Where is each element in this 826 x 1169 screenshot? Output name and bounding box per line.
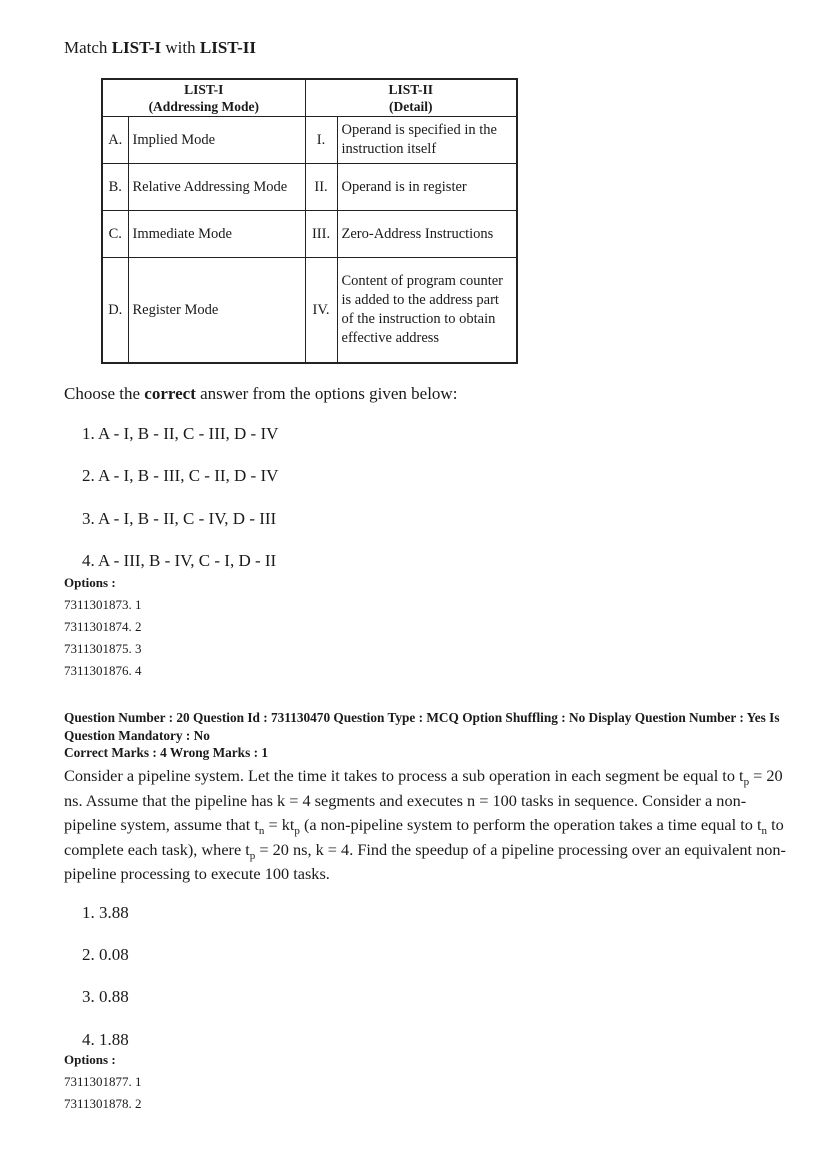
question-meta: Question Number : 20 Question Id : 731130470 Question Type : MCQ Option Shuffling : No Display Question Number : Yes Is Question Mandatory : No bbox=[64, 710, 780, 743]
question-text: Consider a pipeline system. Let the time it takes to process a sub operation in each segment be equal to $t_p = 20$ ns. Assume that the pipeline has k = 4 segments and executes n = 100 tasks in sequence. Consider a non-pipeline system, assume that $t_n = kt_p$ (a non-pipeline system to perform the operation takes a time equal to $t_n$ to complete each task), where $t_p = 20$ ns, k = 4. Find the speedup of a pipeline processing over an equivalent non-pipeline processing to execute 100 tasks. bbox=[64, 766, 786, 884]
options-label: Options : bbox=[64, 1052, 116, 1067]
row-letter: A. bbox=[102, 117, 128, 164]
match-heading: Match LIST-I with LIST-II bbox=[64, 38, 256, 57]
option-id: 7311301876. 4 bbox=[64, 663, 142, 678]
table-row bbox=[102, 164, 517, 211]
table-row bbox=[102, 211, 517, 258]
option-id: 7311301873. 1 bbox=[64, 597, 142, 612]
detail-cell: Operand is in register bbox=[337, 164, 517, 211]
row-numeral: IV. bbox=[305, 258, 337, 364]
option-id: 7311301878. 2 bbox=[64, 1096, 142, 1111]
answer-option-2[interactable]: 2. 0.08 bbox=[82, 945, 129, 964]
row-numeral: I. bbox=[305, 117, 337, 164]
detail-cell: Zero-Address Instructions bbox=[337, 211, 517, 258]
row-numeral: II. bbox=[305, 164, 337, 211]
addressing-mode-cell: Implied Mode bbox=[128, 117, 305, 164]
table-header-row bbox=[102, 79, 517, 117]
list1-label: LIST-I bbox=[111, 38, 162, 57]
detail-cell: Operand is specified in the instruction itself bbox=[337, 117, 517, 164]
row-letter: C. bbox=[102, 211, 128, 258]
list2-label: LIST-II bbox=[199, 38, 256, 57]
match-table bbox=[101, 78, 518, 364]
row-letter: B. bbox=[102, 164, 128, 211]
answer-option-4[interactable]: 4. 1.88 bbox=[82, 1030, 129, 1049]
list2-header: LIST-II (Detail) bbox=[305, 79, 517, 117]
options-label: Options : bbox=[64, 575, 116, 590]
addressing-mode-cell: Relative Addressing Mode bbox=[128, 164, 305, 211]
option-id: 7311301877. 1 bbox=[64, 1074, 142, 1089]
row-letter: D. bbox=[102, 258, 128, 364]
addressing-mode-cell: Immediate Mode bbox=[128, 211, 305, 258]
row-numeral: III. bbox=[305, 211, 337, 258]
option-id: 7311301875. 3 bbox=[64, 641, 142, 656]
detail-cell: Content of program counter is added to the address part of the instruction to obtain effective address bbox=[337, 258, 517, 364]
list1-header: LIST-I (Addressing Mode) bbox=[102, 79, 305, 117]
choose-instruction: Choose the correct answer from the options given below: bbox=[64, 384, 458, 403]
table-row bbox=[102, 117, 517, 164]
answer-option-1[interactable]: 1. A - I, B - II, C - III, D - IV bbox=[82, 424, 279, 443]
option-id: 7311301874. 2 bbox=[64, 619, 142, 634]
answer-option-2[interactable]: 2. A - I, B - III, C - II, D - IV bbox=[82, 466, 279, 485]
addressing-mode-cell: Register Mode bbox=[128, 258, 305, 364]
table-row bbox=[102, 258, 517, 364]
answer-option-1[interactable]: 1. 3.88 bbox=[82, 903, 129, 922]
answer-option-3[interactable]: 3. A - I, B - II, C - IV, D - III bbox=[82, 509, 277, 528]
question-marks: Correct Marks : 4 Wrong Marks : 1 bbox=[64, 745, 268, 760]
answer-option-3[interactable]: 3. 0.88 bbox=[82, 987, 129, 1006]
answer-option-4[interactable]: 4. A - III, B - IV, C - I, D - II bbox=[82, 551, 277, 570]
